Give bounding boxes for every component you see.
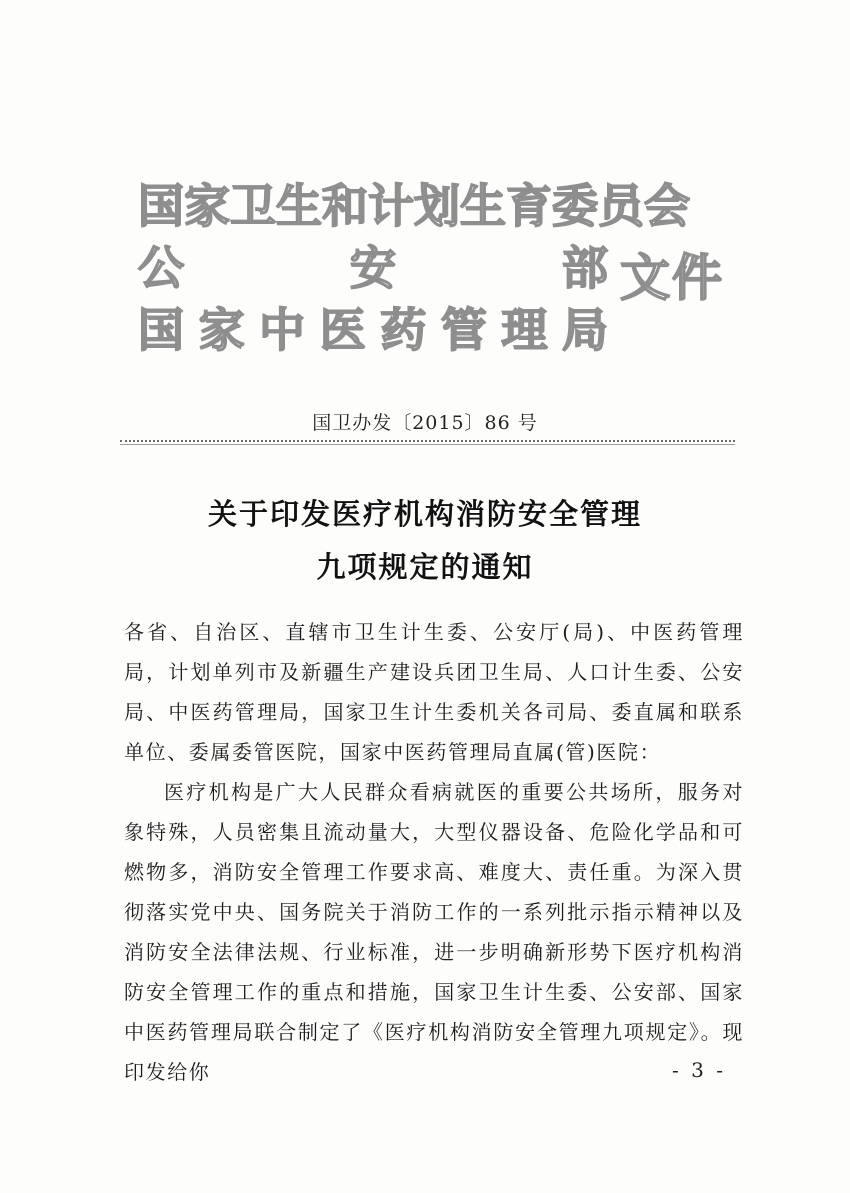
page-number: - 3 - bbox=[672, 1058, 726, 1082]
document-title-line-2: 九项规定的通知 bbox=[316, 550, 534, 584]
salutation-paragraph: 各省、自治区、直辖市卫生计生委、公安厅(局)、中医药管理局，计划单列市及新疆生产建设兵团卫生局、人口计生委、公安局、中医药管理局，国家卫生计生委机关各司局、委直属和联系单位、委属委管医院，国家中医药管理局直属(管)医院： bbox=[124, 620, 744, 764]
org-name-nhfpc: 国 家 卫 生 和 计 划 生 育 委 员 会 bbox=[138, 179, 690, 233]
document-type-label: 文件 bbox=[620, 249, 724, 307]
document-title-line-1: 关于印发医疗机构消防安全管理 bbox=[207, 497, 642, 531]
org-name-tcm-administration: 国 家 中 医 药 管 理 局 bbox=[138, 303, 608, 357]
document-number: 国卫办发〔2015〕86 号 bbox=[312, 412, 538, 434]
body-paragraph: 医疗机构是广大人民群众看病就医的重要公共场所，服务对象特殊，人员密集且流动量大，大型仪器设备、危险化学品和可燃物多，消防安全管理工作要求高、难度大、责任重。为深入贯彻落实党中央、国务院关于消防工作的一系列批示指示精神以及消防安全法律法规、行业标准，进一步明确新形势下医疗机构消防安全管理工作的重点和措施，国家卫生计生委、公安部、国家中医药管理局联合制定了《医疗机构消防安全管理九项规定》。现印发给你 bbox=[124, 780, 744, 1084]
org-name-public-security: 公 安 部 bbox=[138, 241, 608, 295]
header-divider bbox=[120, 440, 735, 442]
issuing-authorities-header bbox=[138, 178, 728, 360]
header-divider-underline bbox=[120, 444, 735, 445]
document-body bbox=[124, 612, 744, 1092]
